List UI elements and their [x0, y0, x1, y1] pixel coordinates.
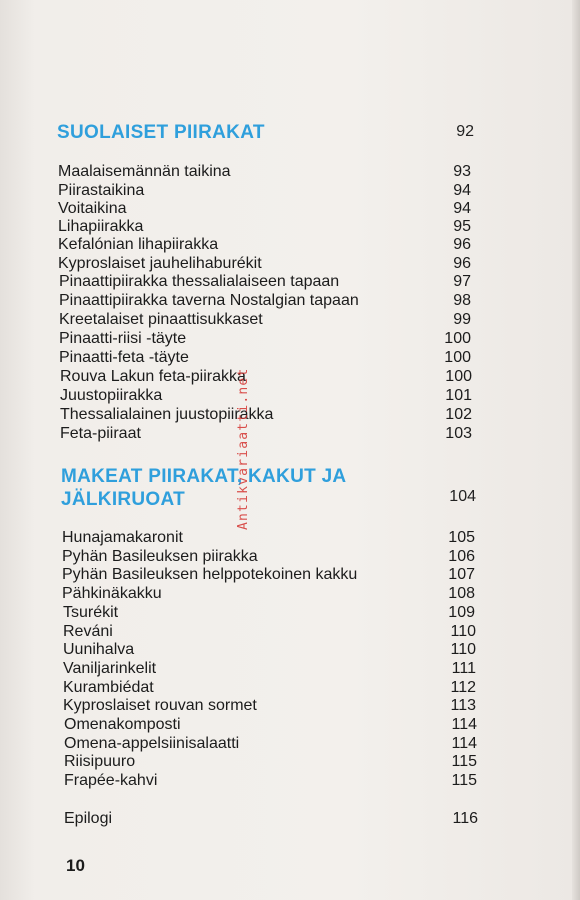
toc-entry-page: 96: [453, 255, 471, 272]
toc-entry-title: Voitaikina: [58, 200, 127, 217]
toc-entry-title: Epilogi: [64, 810, 113, 827]
toc-entry: [0, 425, 580, 443]
toc-entry-page: 93: [453, 163, 471, 180]
toc-entry: [0, 529, 580, 547]
toc-entry-title: Thessalialainen juustopiirakka: [60, 406, 274, 423]
toc-entry: [0, 218, 580, 236]
toc-entry-title: Pähkinäkakku: [62, 585, 162, 602]
toc-entry: [0, 753, 580, 771]
toc-entry-page: 99: [453, 311, 471, 328]
section-heading-page: 104: [449, 488, 476, 505]
toc-entry: [0, 585, 580, 603]
toc-entry: [0, 716, 580, 734]
toc-entry: [0, 273, 580, 291]
toc-entry-title: Juustopiirakka: [60, 387, 163, 404]
toc-entry-title: Kurambiédat: [63, 679, 154, 696]
toc-entry-title: Kyproslaiset rouvan sormet: [63, 697, 257, 714]
toc-entry-title: Pinaattipiirakka taverna Nostalgian tapaan: [59, 292, 359, 309]
toc-entry-page: 111: [451, 660, 476, 677]
toc-entry: [0, 641, 580, 659]
toc-entry: [0, 548, 580, 566]
toc-entry-page: 109: [448, 604, 475, 621]
toc-entry-page: 103: [445, 425, 472, 442]
section-heading: MAKEAT PIIRAKAT, KAKUT JA: [61, 466, 347, 487]
toc-entry-page: 101: [445, 387, 472, 404]
toc-entry-title: Feta-piiraat: [60, 425, 141, 442]
toc-entry-page: 110: [450, 641, 476, 658]
toc-entry-page: 102: [445, 406, 472, 423]
toc-entry-page: 113: [450, 697, 476, 714]
toc-entry-page: 106: [448, 548, 475, 565]
toc-entry-page: 110: [450, 623, 476, 640]
toc-entry-page: 95: [453, 218, 471, 235]
toc-entry-title: Kefalónian lihapiirakka: [58, 236, 219, 253]
toc-entry-page: 100: [445, 368, 472, 385]
toc-entry-page: 98: [453, 292, 471, 309]
toc-entry-title: Vaniljarinkelit: [63, 660, 157, 677]
toc-entry: [0, 735, 580, 753]
toc-entry-page: 114: [451, 735, 477, 752]
toc-entry: [0, 163, 580, 181]
toc-entry: [0, 292, 580, 310]
toc-entry: [0, 697, 580, 715]
toc-entry-title: Pinaattipiirakka thessalialaiseen tapaan: [59, 273, 340, 290]
page-number: 10: [66, 856, 85, 875]
toc-entry: [0, 660, 580, 678]
section-heading-page: 92: [456, 123, 474, 140]
toc-entry-title: Riisipuuro: [64, 753, 136, 770]
toc-entry-title: Pinaatti-feta -täyte: [59, 349, 189, 366]
toc-entry-page: 100: [444, 349, 471, 366]
toc-entry-page: 96: [453, 236, 471, 253]
toc-entry: [0, 772, 580, 790]
toc-entry-page: 107: [448, 566, 475, 583]
watermark: Antikvariaatti.net: [236, 367, 251, 530]
toc-entry-page: 94: [453, 182, 471, 199]
toc-entry-title: Reváni: [63, 623, 113, 640]
toc-entry-title: Kreetalaiset pinaattisukkaset: [59, 311, 263, 328]
toc-entry-page: 94: [453, 200, 471, 217]
toc-entry: [0, 330, 580, 348]
toc-entry: [0, 182, 580, 200]
toc-entry: [0, 349, 580, 367]
toc-entry-title: Hunajamakaronit: [62, 529, 183, 546]
toc-entry-page: 100: [444, 330, 471, 347]
toc-entry-title: Tsurékit: [63, 604, 119, 621]
toc-entry-page: 108: [448, 585, 475, 602]
toc-entry-title: Pinaatti-riisi -täyte: [59, 330, 187, 347]
toc-entry: [0, 406, 580, 424]
toc-entry-title: Frapée-kahvi: [64, 772, 158, 789]
toc-entry: [0, 387, 580, 405]
toc-entry: [0, 566, 580, 584]
toc-entry: [0, 236, 580, 254]
toc-entry-page: 97: [453, 273, 471, 290]
toc-entry-title: Pyhän Basileuksen piirakka: [62, 548, 258, 565]
toc-entry: [0, 311, 580, 329]
section-heading-line-2: JÄLKIRUOAT: [61, 489, 186, 510]
toc-entry-title: Pyhän Basileuksen helppotekoinen kakku: [62, 566, 358, 583]
toc-entry-title: Uunihalva: [63, 641, 135, 658]
toc-entry: [0, 255, 580, 273]
section-heading: SUOLAISET PIIRAKAT: [57, 122, 265, 143]
toc-entry-page: 116: [452, 810, 478, 827]
toc-entry: [0, 200, 580, 218]
toc-entry-title: Lihapiirakka: [58, 218, 144, 235]
toc-entry-page: 114: [451, 716, 477, 733]
toc-entry-page: 112: [450, 679, 476, 696]
toc-entry-title: Omena-appelsiinisalaatti: [64, 735, 240, 752]
toc-entry-page: 105: [448, 529, 475, 546]
toc-entry-title: Maalaisemännän taikina: [58, 163, 231, 180]
toc-entry-page: 115: [451, 753, 477, 770]
toc-entry-title: Piirastaikina: [58, 182, 145, 199]
toc-entry: [0, 679, 580, 697]
toc-epilogue: [0, 810, 580, 828]
toc-entry-title: Kyproslaiset jauhelihaburékit: [58, 255, 262, 272]
toc-entry-page: 115: [451, 772, 477, 789]
toc-entry: [0, 623, 580, 641]
toc-entry: [0, 604, 580, 622]
toc-entry-title: Omenakomposti: [64, 716, 181, 733]
toc-entry-title: Rouva Lakun feta-piirakka: [60, 368, 246, 385]
toc-entry: [0, 368, 580, 386]
